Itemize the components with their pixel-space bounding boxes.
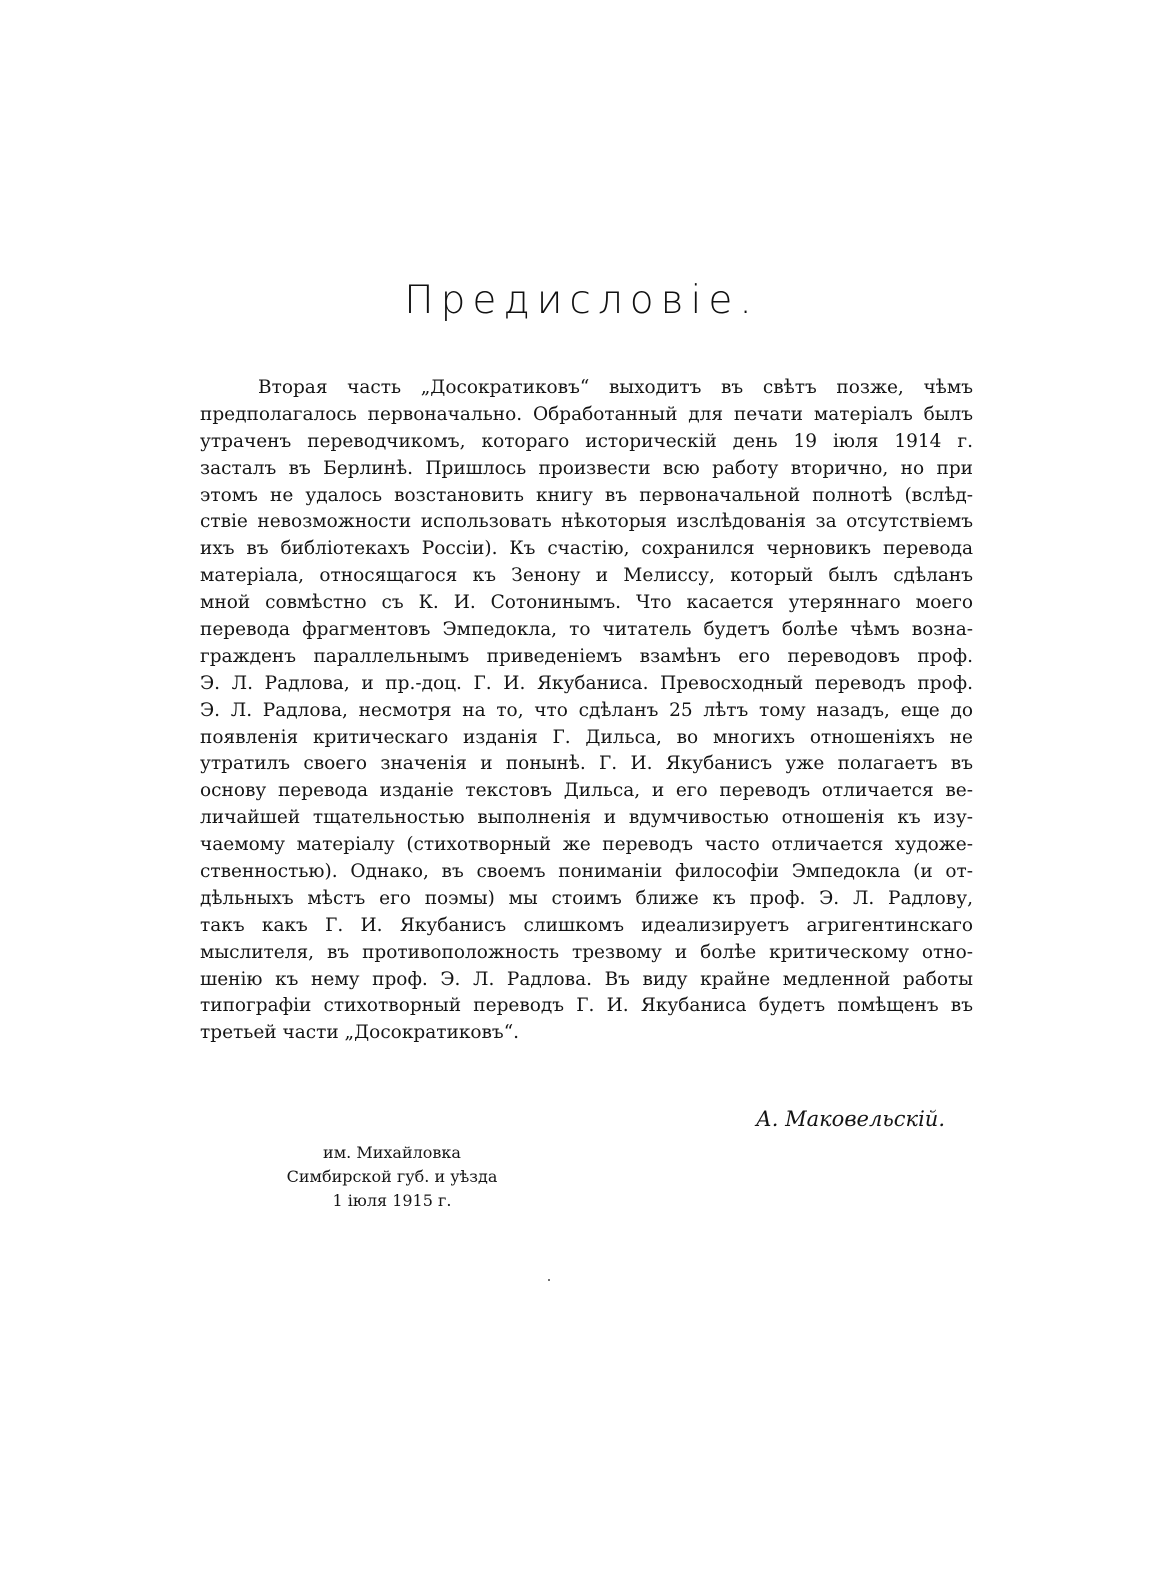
print-speck [548, 1279, 550, 1281]
body-line: чаемому матеріалу (стихотворный же переводъ часто отличается художе- [200, 834, 973, 856]
body-line: матеріала, относящагося къ Зенону и Мелиссу, который былъ сдѣланъ [200, 565, 973, 587]
body-line: мной совмѣстно съ К. И. Сотонинымъ. Что касается утеряннаго моего [200, 592, 973, 614]
body-line: появленія критическаго изданія Г. Дильса, во многихъ отношеніяхъ не [200, 726, 973, 748]
body-line: ственностью). Однако, въ своемъ пониманіи философіи Эмпедокла (и от- [200, 861, 973, 883]
preface-body [200, 375, 973, 1047]
body-line: Вторая часть „Досократиковъ“ выходитъ въ свѣтъ позже, чѣмъ [258, 377, 973, 398]
body-line: этомъ не удалось возстановить книгу въ первоначальной полнотѣ (вслѣд- [200, 484, 973, 506]
body-line: ствіе невозможности использовать нѣкоторыя изслѣдованія за отсутствіемъ [200, 511, 973, 533]
place-line: им. Михайловка [323, 1143, 461, 1162]
body-line: типографіи стихотворный переводъ Г. И. Якубаниса будетъ помѣщенъ въ [200, 995, 973, 1017]
place-date-block [258, 1141, 526, 1213]
body-line: такъ какъ Г. И. Якубанисъ слишкомъ идеализируетъ агригентинскаго [200, 914, 973, 936]
date-line: 1 іюля 1915 г. [332, 1191, 452, 1210]
region-line: Симбирской губ. и уѣзда [286, 1167, 498, 1186]
body-line: третьей части „Досократиковъ“. [200, 1022, 520, 1044]
body-line: Э. Л. Радлова, и пр.-доц. Г. И. Якубаниса. Превосходный переводъ проф. [200, 672, 973, 694]
body-line: перевода фрагментовъ Эмпедокла, то читатель будетъ болѣе чѣмъ возна- [200, 619, 973, 641]
body-line: утратилъ своего значенія и понынѣ. Г. И. Якубанисъ уже полагаетъ въ [200, 753, 973, 775]
body-line: ихъ въ библіотекахъ Россіи). Къ счастію, сохранился черновикъ перевода [200, 538, 973, 560]
body-line: предполагалось первоначально. Обработанный для печати матеріалъ былъ [200, 403, 973, 425]
page-title: Предисловіе. [404, 278, 759, 323]
body-line: основу перевода изданіе текстовъ Дильса, и его переводъ отличается ве- [200, 780, 973, 802]
body-line: засталъ въ Берлинѣ. Пришлось произвести всю работу вторично, но при [200, 457, 973, 479]
body-line: мыслителя, въ противоположность трезвому и болѣе критическому отно- [200, 941, 973, 963]
body-line: личайшей тщательностью выполненія и вдумчивостью отношенія къ изу- [200, 807, 973, 829]
body-line: Э. Л. Радлова, несмотря на то, что сдѣланъ 25 лѣтъ тому назадъ, еще до [200, 699, 973, 721]
body-line: гражденъ параллельнымъ приведеніемъ взамѣнъ его переводовъ проф. [200, 645, 973, 667]
body-line: утраченъ переводчикомъ, котораго историческій день 19 іюля 1914 г. [200, 430, 973, 452]
body-line: дѣльныхъ мѣстъ его поэмы) мы стоимъ ближе къ проф. Э. Л. Радлову, [200, 887, 973, 909]
author-signature: А. Маковельскій. [755, 1107, 945, 1131]
body-line: шенію къ нему проф. Э. Л. Радлова. Въ виду крайне медленной работы [200, 968, 973, 990]
